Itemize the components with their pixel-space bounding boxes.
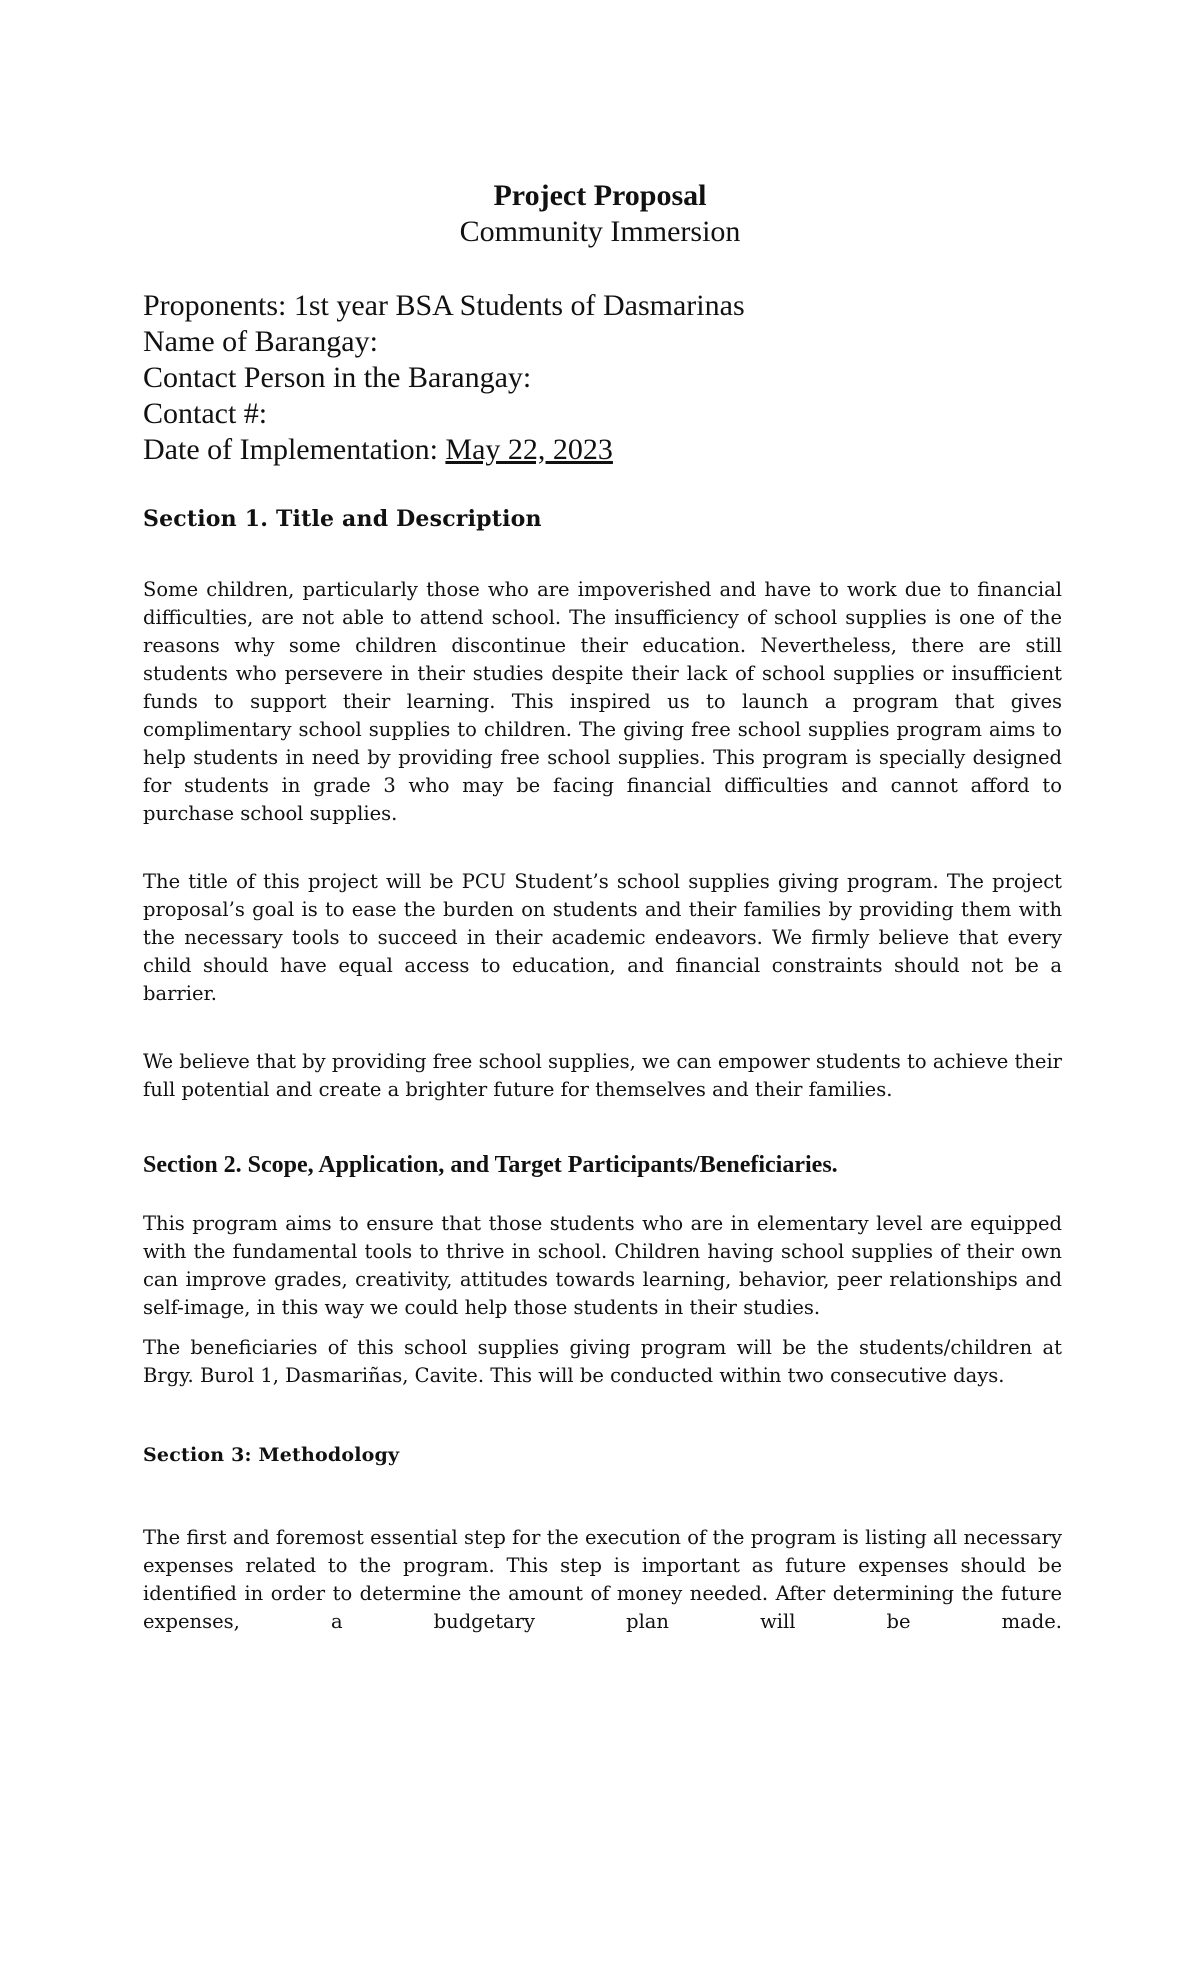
section1-paragraph: Some children, particularly those who are impoverished and have to work due to financial difficulties, are not able to attend school. The insufficiency of school supplies is one of the reasons why some children discontinue their education. Nevertheless, there are still students who persevere in their studies despite their lack of school supplies or insufficient funds to support their learning. This inspired us to launch a program that gives complimentary school supplies to children. The giving free school supplies program aims to help students in need by providing free school supplies. This program is specially designed for students in grade 3 who may be facing financial difficulties and cannot afford to purchase school supplies. [143, 578, 1062, 825]
section3-paragraph: The first and foremost essential step for the execution of the program is listing all necessary expenses related to the program. This step is important as future expenses should be identified in order to determine the amount of money needed. After determining the future expenses, a budgetary plan will be made. [143, 1526, 1062, 1633]
proposal-details [143, 288, 1062, 468]
section2-heading: Section 2. Scope, Application, and Target Participants/Beneficiaries. [143, 1152, 838, 1178]
section2-paragraph: This program aims to ensure that those students who are in elementary level are equipped with the fundamental tools to thrive in school. Children having school supplies of their own can improve grades, creativity, attitudes towards learning, behavior, peer relationships and self-image, in this way we could help those students in their studies. [143, 1212, 1062, 1319]
section1-paragraph: The title of this project will be PCU Student’s school supplies giving program. The project proposal’s goal is to ease the burden on students and their families by providing them with the necessary tools to succeed in their academic endeavors. We firmly believe that every child should have equal access to education, and financial constraints should not be a barrier. [143, 870, 1062, 1005]
section1-heading: Section 1. Title and Description [143, 506, 542, 532]
contact-person-line: Contact Person in the Barangay: [143, 361, 532, 394]
document-title: Project Proposal [493, 179, 707, 212]
document-subtitle: Community Immersion [459, 215, 741, 248]
section3-heading: Section 3: Methodology [143, 1444, 400, 1466]
section2-paragraph: The beneficiaries of this school supplies giving program will be the students/children at Brgy. Burol 1, Dasmariñas, Cavite. This will be conducted within two consecutive days. [143, 1336, 1062, 1387]
proponents-line: Proponents: 1st year BSA Students of Dasmarinas [143, 289, 745, 322]
barangay-line: Name of Barangay: [143, 325, 378, 358]
date-value: May 22, 2023 [445, 433, 613, 466]
date-label: Date of Implementation: [143, 433, 446, 466]
section1-paragraph: We believe that by providing free school supplies, we can empower students to achieve their full potential and create a brighter future for themselves and their families. [143, 1050, 1062, 1101]
date-line [143, 432, 1062, 468]
contact-number-line: Contact #: [143, 397, 268, 430]
